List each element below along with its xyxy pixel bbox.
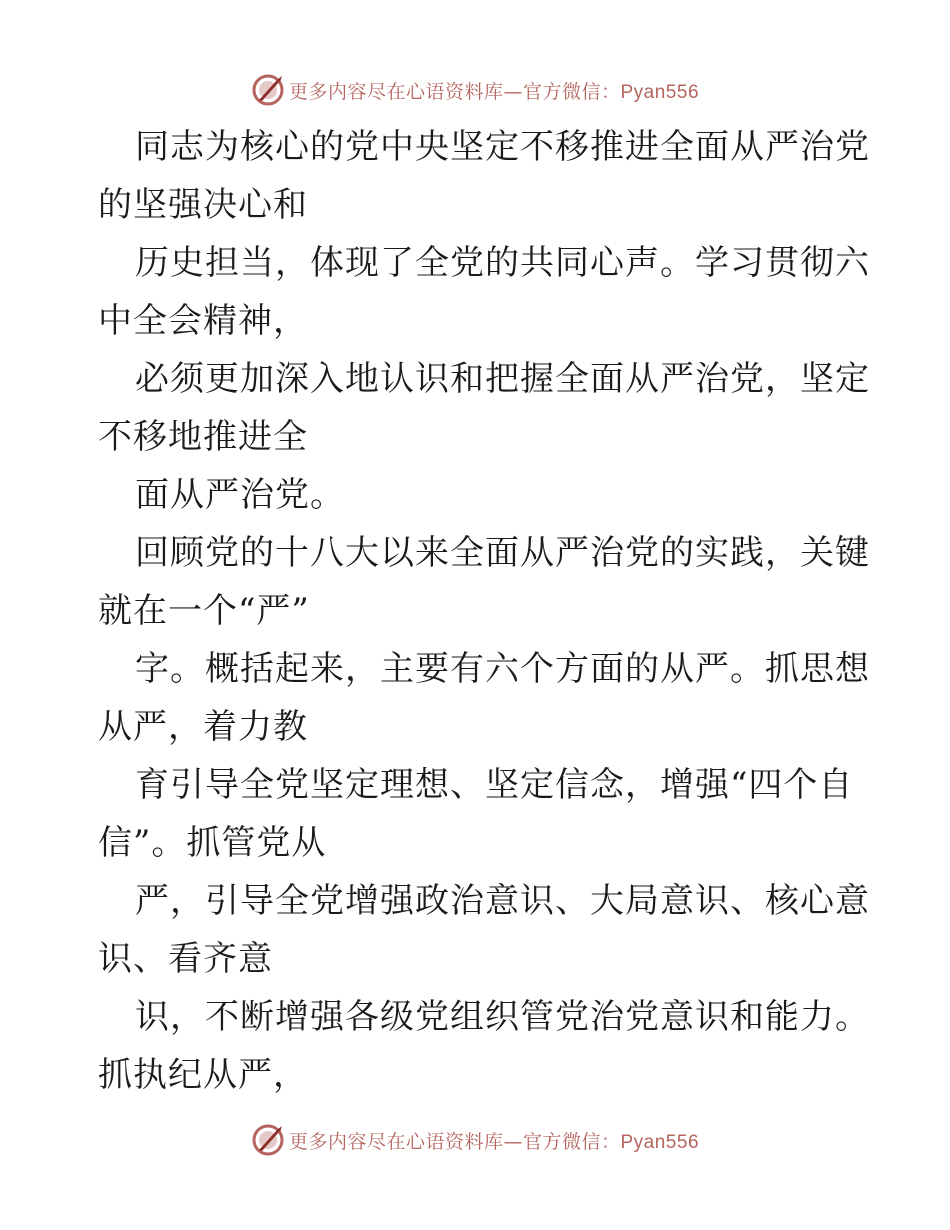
body-line: 抓执纪从严， [98,1055,308,1095]
body-line: 识、看齐意 [98,939,273,979]
footer-watermark-handle: Pyan556 [620,1131,700,1153]
body-line: 就在一个“严” [98,591,310,631]
body-line: 历史担当，体现了全党的共同心声。学习贯彻六 [135,243,870,283]
body-line: 从严，着力教 [98,707,308,747]
body-line: 育引导全党坚定理想、坚定信念，增强“四个自 [135,765,854,805]
body-line: 的坚强决心和 [98,185,308,225]
body-line: 回顾党的十八大以来全面从严治党的实践，关键 [135,533,870,573]
body-line: 同志为核心的党中央坚定不移推进全面从严治党 [135,127,870,167]
header-watermark-label [289,77,699,104]
quill-pen-logo-icon [251,73,285,107]
body-line: 中全会精神， [98,301,308,341]
footer-watermark-text: 更多内容尽在心语资料库—官方微信： [288,1130,621,1153]
body-line: 信”。抓管党从 [98,823,327,863]
body-line: 识，不断增强各级党组织管党治党意识和能力。 [135,997,870,1037]
body-line: 必须更加深入地认识和把握全面从严治党，坚定 [135,359,870,399]
document-body [98,118,870,1104]
footer-watermark-label [289,1127,699,1154]
body-line: 严，引导全党增强政治意识、大局意识、核心意 [135,881,870,921]
body-line: 字。概括起来，主要有六个方面的从严。抓思想 [135,649,870,689]
body-line: 不移地推进全 [98,417,308,457]
header-watermark-text: 更多内容尽在心语资料库—官方微信： [288,80,621,103]
header-watermark-handle: Pyan556 [620,81,700,103]
quill-pen-logo-icon [251,1123,285,1157]
header-watermark [0,70,950,110]
footer-watermark [0,1120,950,1160]
body-line: 面从严治党。 [135,475,345,515]
